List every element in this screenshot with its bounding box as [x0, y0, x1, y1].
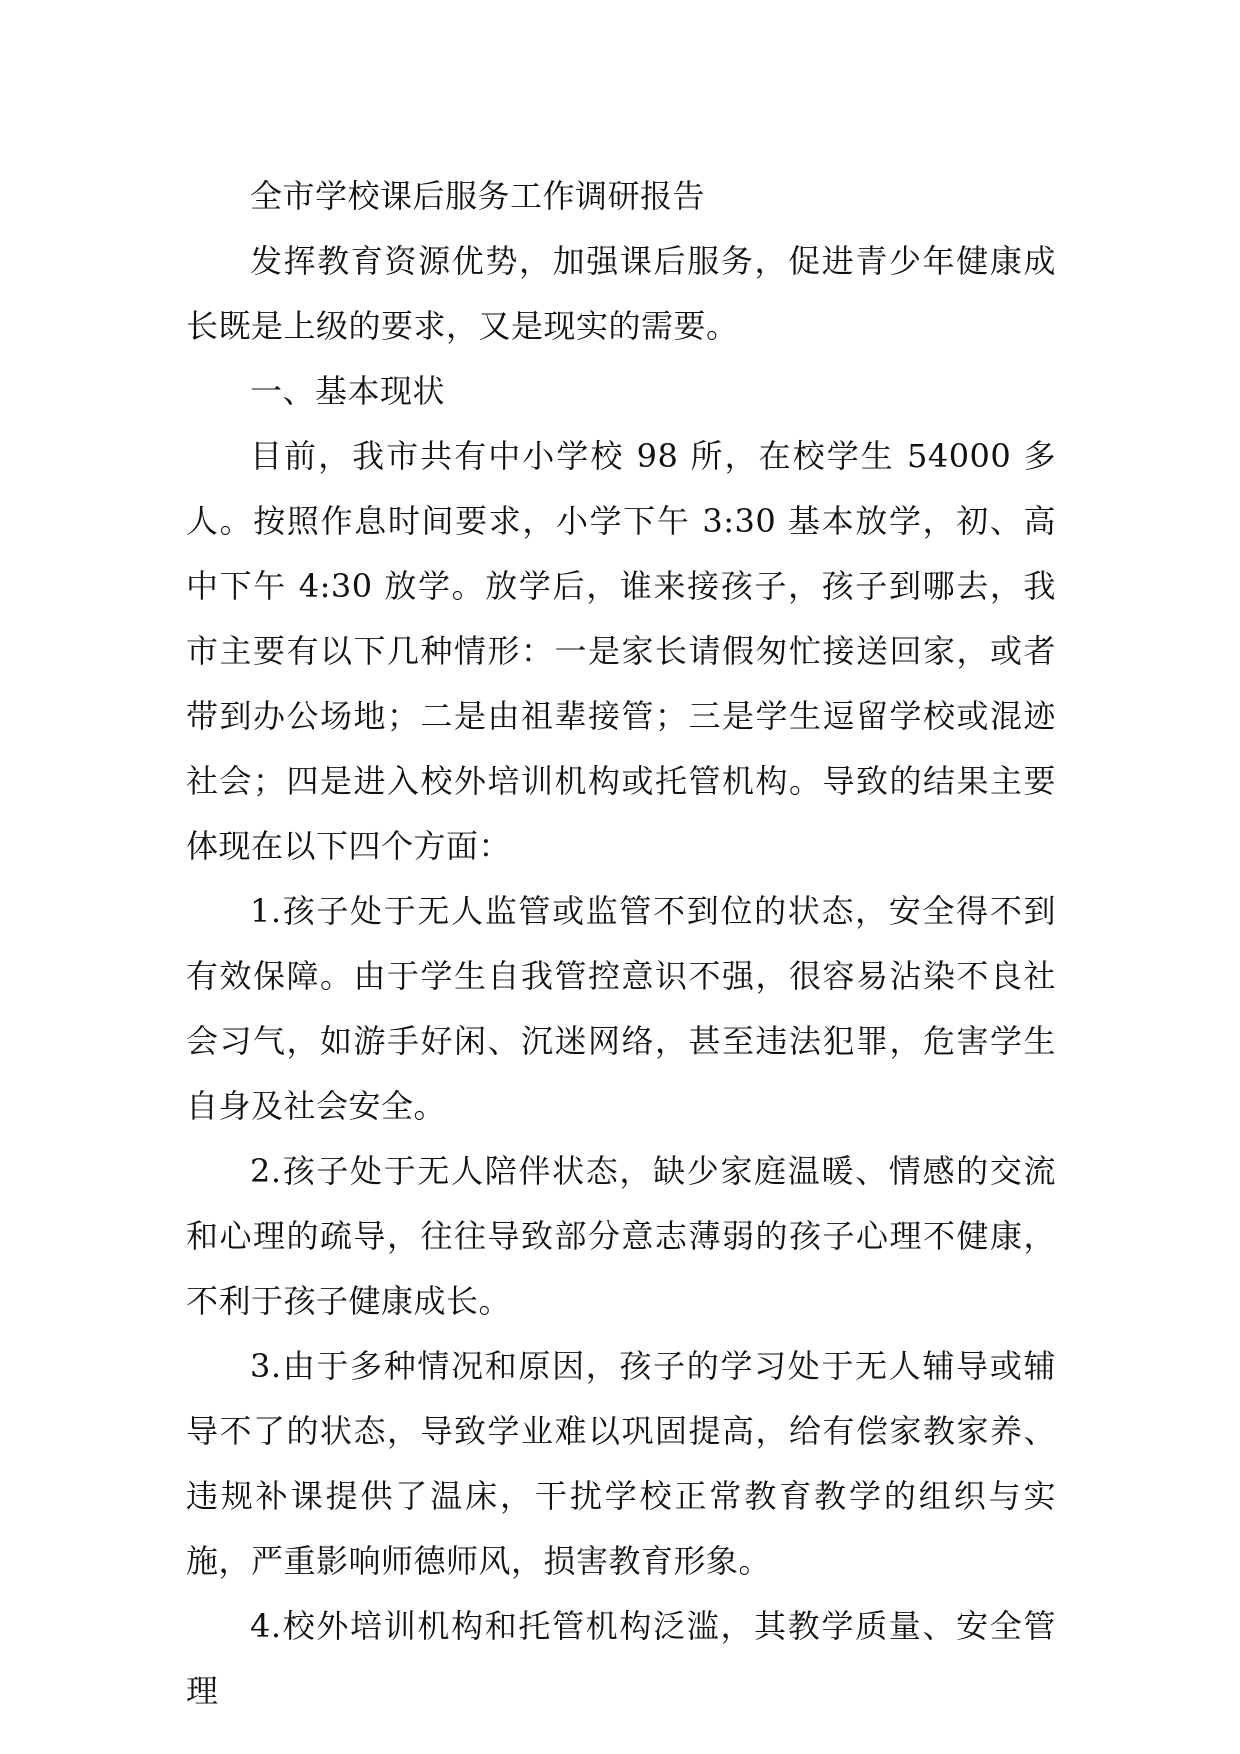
list-item-1: 1.孩子处于无人监管或监管不到位的状态，安全得不到有效保障。由于学生自我管控意识不强，很容易沾染不良社会习气，如游手好闲、沉迷网络，甚至违法犯罪，危害学生自身及社会安全。 [186, 892, 1056, 1125]
intro-paragraph: 发挥教育资源优势，加强课后服务，促进青少年健康成长既是上级的要求，又是现实的需要。 [186, 242, 1056, 345]
list-item-3: 3.由于多种情况和原因，孩子的学习处于无人辅导或辅导不了的状态，导致学业难以巩固提高，给有偿家教家养、违规补课提供了温床，干扰学校正常教育教学的组织与实施，严重影响师德师风，损害教育形象。 [186, 1347, 1056, 1580]
list-item-2: 2.孩子处于无人陪伴状态，缺少家庭温暖、情感的交流和心理的疏导，往往导致部分意志薄弱的孩子心理不健康，不利于孩子健康成长。 [186, 1152, 1056, 1320]
list-item-4: 4.校外培训机构和托管机构泛滥，其教学质量、安全管理 [186, 1607, 1056, 1710]
document-body [186, 164, 1056, 1724]
document-title: 全市学校课后服务工作调研报告 [250, 177, 706, 215]
section-heading-basic-status: 一、基本现状 [250, 372, 446, 410]
status-paragraph: 目前，我市共有中小学校 98 所，在校学生 54000 多人。按照作息时间要求，小学下午 3:30 基本放学，初、高中下午 4:30 放学。放学后，谁来接孩子，孩子到哪去，我市主要有以下几种情形：一是家长请假匆忙接送回家，或者带到办公场地；二是由祖辈接管；三是学生逗留学校或混迹社会；四是进入校外培训机构或托管机构。导致的结果主要体现在以下四个方面： [186, 437, 1056, 865]
